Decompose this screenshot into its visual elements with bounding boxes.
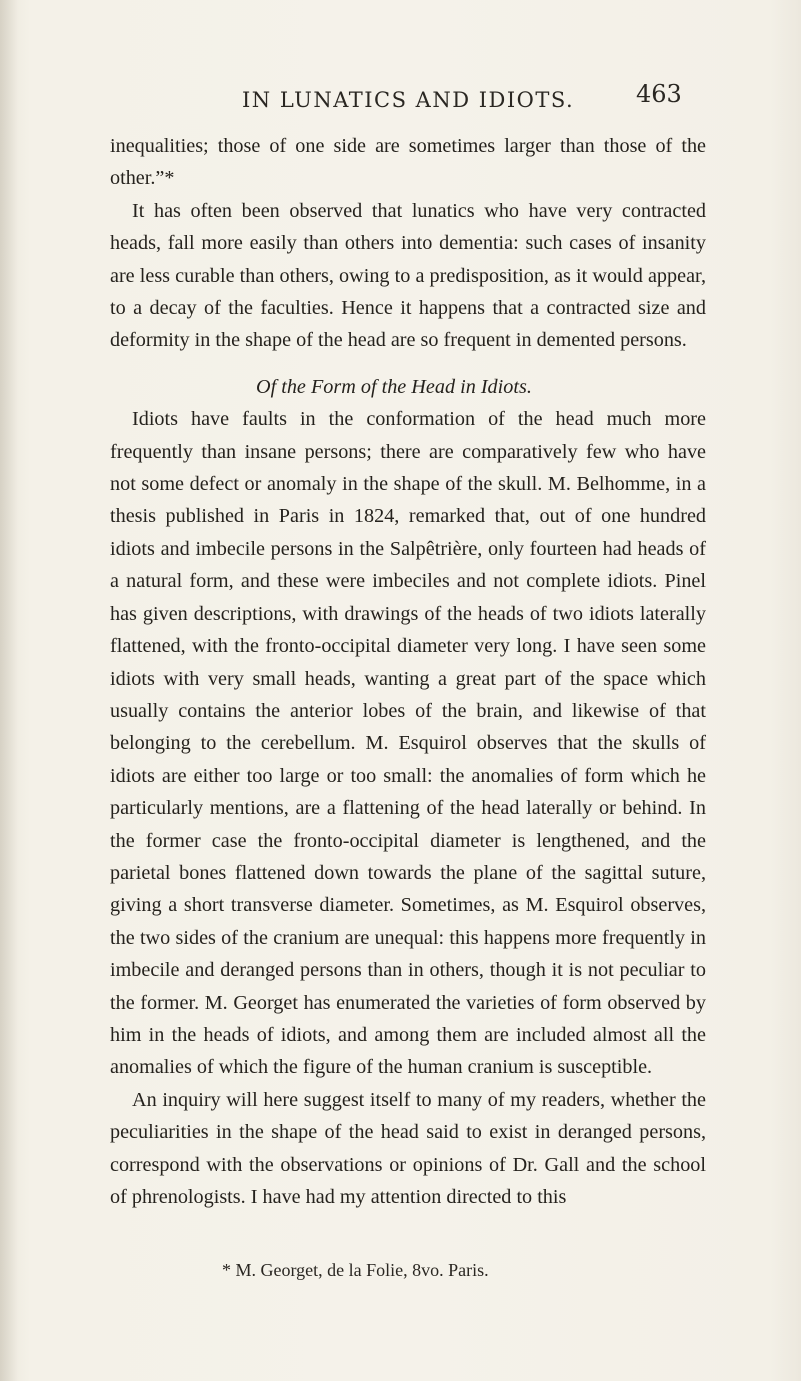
paragraph-phrenology-inquiry: An inquiry will here suggest itself to many of my readers, whether the peculiarities in the shape of the head said to exist in deranged persons, correspond with the observations or opinions of Dr. Gall and the school of phrenologists. I have had my attention directed to this <box>110 1088 706 1208</box>
spine-shadow <box>0 0 18 1381</box>
page-header <box>0 80 801 118</box>
paragraph-continuation: inequalities; those of one side are sometimes larger than those of the other.”* <box>110 135 706 190</box>
footnote: * M. Georget, de la Folie, 8vo. Paris. <box>222 1260 489 1280</box>
section-subheading: Of the Form of the Head in Idiots. <box>256 375 532 398</box>
body-text <box>110 130 706 1213</box>
running-head: IN LUNATICS AND IDIOTS. <box>242 88 575 112</box>
paragraph-contracted-heads: It has often been observed that lunatics who have very contracted heads, fall more easily than others into dementia: such cases of insanity are less curable than others, owing to a predisposition, as it would appear, to a decay of the faculties. Hence it happens that a contracted size and deformity in the shape of the head are so frequent in demented persons. <box>110 199 706 352</box>
page-number: 463 <box>636 80 682 108</box>
paragraph-idiots-head-form: Idiots have faults in the conformation of the head much more frequently than insane persons; there are comparatively few who have not some defect or anomaly in the shape of the skull. M. Belhomme, in a thesis published in Paris in 1824, remarked that, out of one hundred idiots and imbecile persons in the Salpêtrière, only fourteen had heads of a natural form, and these were imbeciles and not complete idiots. Pinel has given descriptions, with drawings of the heads of two idiots laterally flattened, with the fronto-occipital diameter very long. I have seen some idiots with very small heads, wanting a great part of the space which usually contains the anterior lobes of the brain, and likewise of that belonging to the cerebellum. M. Esquirol observes that the skulls of idiots are either too large or too small: the anomalies of form which he particularly mentions, are a flattening of the head laterally or behind. In the former case the fronto-occipital diameter is lengthened, and the parietal bones flattened down towards the plane of the sagittal suture, giving a short transverse diameter. Sometimes, as M. Esquirol observes, the two sides of the cranium are unequal: this happens more frequently in imbecile and deranged persons than in others, though it is not peculiar to the former. M. Georget has enumerated the varieties of form observed by him in the heads of idiots, and among them are included almost all the anomalies of which the figure of the human cranium is susceptible. <box>110 408 706 1079</box>
